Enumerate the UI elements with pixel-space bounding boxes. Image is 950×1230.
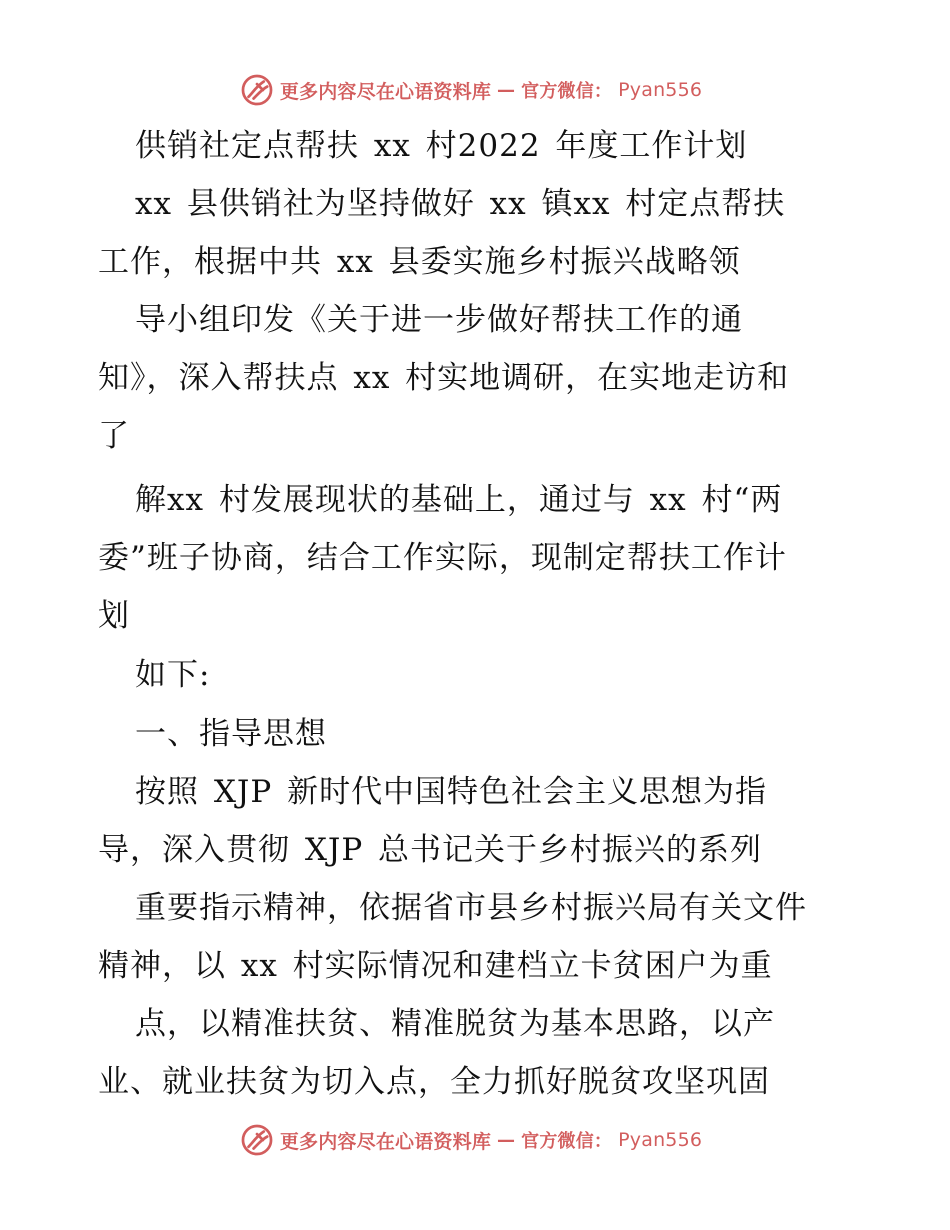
doc-line: 委”班子协商，结合工作实际，现制定帮扶工作计 [98, 540, 787, 576]
doc-line: 精神，以 xx 村实际情况和建档立卡贫困户为重 [98, 948, 773, 984]
seal-logo-icon [240, 1123, 274, 1157]
doc-line: 业、就业扶贫为切入点，全力抓好脱贫攻坚巩固 [98, 1064, 770, 1100]
doc-line: 导小组印发《关于进一步做好帮扶工作的通 [135, 302, 743, 338]
doc-line: 供销社定点帮扶 xx 村2022 年度工作计划 [135, 128, 748, 164]
watermark-dash: — [497, 79, 516, 101]
doc-line: 知》，深入帮扶点 xx 村实地调研，在实地走访和 [98, 360, 790, 396]
watermark-label: 官方微信： [521, 81, 613, 102]
footer-watermark [0, 1120, 950, 1160]
doc-line: 重要指示精神，依据省市县乡村振兴局有关文件 [135, 890, 807, 926]
doc-line: 解xx 村发展现状的基础上，通过与 xx 村“两 [135, 482, 783, 518]
doc-line: 了 [98, 418, 130, 454]
watermark-main-text: 更多内容尽在心语资料库 [279, 1130, 492, 1153]
doc-line: 点，以精准扶贫、精准脱贫为基本思路，以产 [135, 1006, 775, 1042]
doc-line: 按照 XJP 新时代中国特色社会主义思想为指 [135, 774, 768, 810]
doc-line: 工作，根据中共 xx 县委实施乡村振兴战略领 [98, 244, 741, 280]
doc-line: 一、指导思想 [135, 716, 327, 752]
watermark-wechat-id: Pyan556 [618, 1129, 703, 1151]
doc-line: 如下: [135, 657, 211, 693]
watermark-group [240, 1123, 702, 1157]
watermark-dash: — [497, 1129, 516, 1151]
doc-line: 划 [98, 598, 130, 634]
doc-line: 导，深入贯彻 XJP 总书记关于乡村振兴的系列 [98, 832, 763, 868]
watermark-wechat-id: Pyan556 [618, 79, 703, 101]
watermark-main-text: 更多内容尽在心语资料库 [279, 80, 492, 103]
doc-line: xx 县供销社为坚持做好 xx 镇xx 村定点帮扶 [135, 186, 786, 222]
watermark-label: 官方微信： [521, 1131, 613, 1152]
